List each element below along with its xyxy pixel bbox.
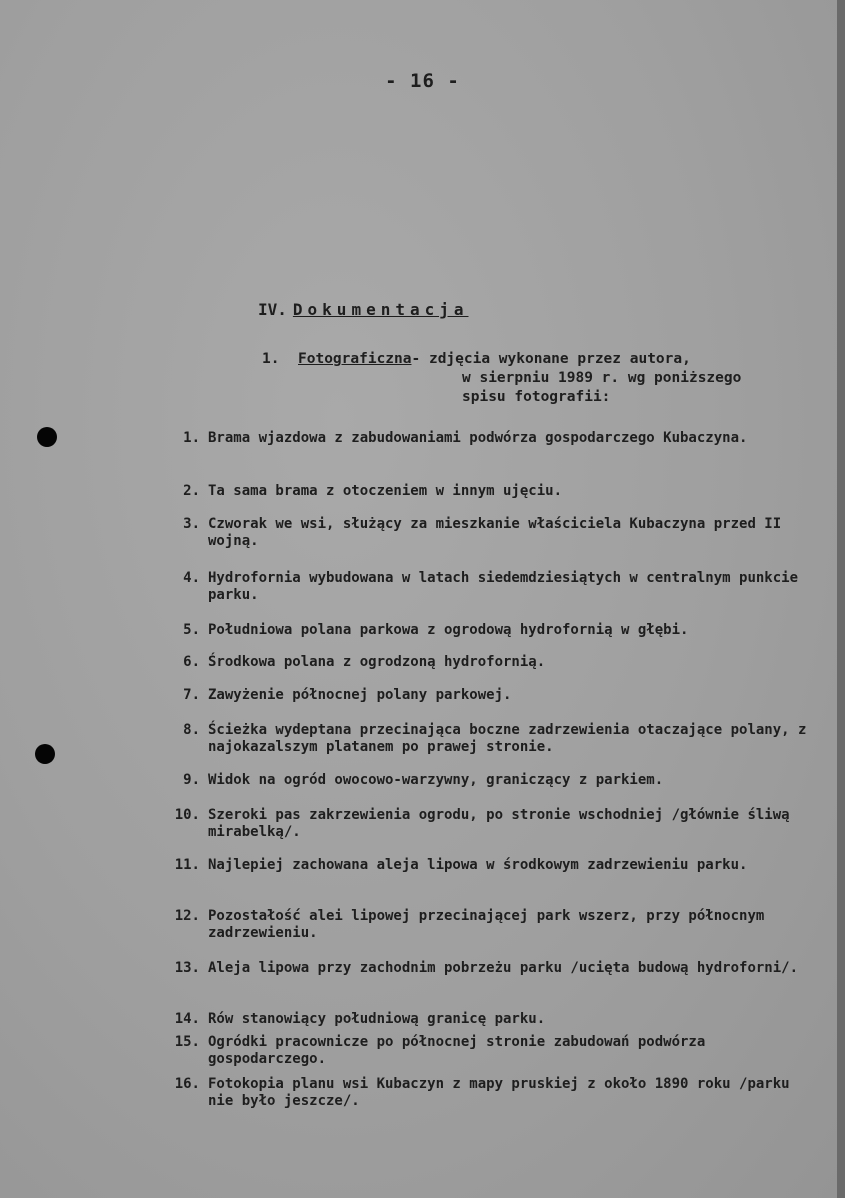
item-number: 12.: [174, 908, 200, 924]
subsection-line3: spisu fotografii:: [462, 389, 611, 405]
punch-hole-top: [37, 427, 57, 447]
list-item: [160, 483, 820, 500]
list-item: [160, 622, 820, 639]
item-number: 2.: [183, 483, 200, 499]
item-number: 14.: [174, 1011, 200, 1027]
item-text: Szeroki pas zakrzewienia ogrodu, po stronie wschodniej /głównie śliwą mirabelką/.: [208, 807, 790, 840]
item-text: Rów stanowiący południową granicę parku.: [208, 1011, 546, 1027]
item-text: Pozostałość alei lipowej przecinającej park wszerz, przy północnym zadrzewieniu.: [208, 908, 765, 941]
subsection-label: Fotograficzna: [298, 351, 412, 367]
punch-hole-bottom: [35, 744, 55, 764]
list-item: [160, 722, 820, 756]
list-item: [160, 1076, 820, 1110]
list-item: [160, 654, 820, 671]
item-text: Ścieżka wydeptana przecinająca boczne zadrzewienia otaczające polany, z najokazalszym platanem po prawej stronie.: [208, 722, 807, 755]
item-text: Fotokopia planu wsi Kubaczyn z mapy pruskiej z około 1890 roku /parku nie było jeszcze/.: [208, 1076, 790, 1109]
item-number: 7.: [183, 687, 200, 703]
page-edge-shadow: [837, 0, 845, 1198]
item-number: 10.: [174, 807, 200, 823]
item-text: Czworak we wsi, służący za mieszkanie właściciela Kubaczyna przed II wojną.: [208, 516, 782, 549]
item-number: 5.: [183, 622, 200, 638]
item-number: 1.: [183, 430, 200, 446]
item-number: 13.: [174, 960, 200, 976]
item-number: 11.: [174, 857, 200, 873]
list-item: [160, 857, 820, 874]
item-number: 16.: [174, 1076, 200, 1092]
list-item: [160, 516, 820, 550]
item-text: Brama wjazdowa z zabudowaniami podwórza gospodarczego Kubaczyna.: [208, 430, 748, 446]
section-heading: [258, 300, 469, 319]
item-text: Hydrofornia wybudowana w latach siedemdziesiątych w centralnym punkcie parku.: [208, 570, 799, 603]
item-text: Ogródki pracownicze po północnej stronie zabudowań podwórza gospodarczego.: [208, 1034, 706, 1067]
item-number: 9.: [183, 772, 200, 788]
list-item: [160, 772, 820, 789]
item-text: Widok na ogród owocowo-warzywny, graniczący z parkiem.: [208, 772, 664, 788]
item-number: 4.: [183, 570, 200, 586]
list-item: [160, 960, 820, 977]
list-item: [160, 687, 820, 704]
list-item: [160, 570, 820, 604]
item-text: Ta sama brama z otoczeniem w innym ujęciu.: [208, 483, 563, 499]
page-number: - 16 -: [385, 70, 460, 92]
item-text: Aleja lipowa przy zachodnim pobrzeżu parku /ucięta budową hydroforni/.: [208, 960, 799, 976]
subsection-line1: - zdjęcia wykonane przez autora,: [411, 351, 691, 367]
section-title: Dokumentacja: [292, 300, 469, 319]
item-number: 15.: [174, 1034, 200, 1050]
subsection-line2: w sierpniu 1989 r. wg poniższego: [462, 370, 742, 386]
list-item: [160, 430, 820, 447]
list-item: [160, 1034, 820, 1068]
item-text: Zawyżenie północnej polany parkowej.: [208, 687, 512, 703]
subsection-heading: [262, 350, 741, 407]
item-text: Najlepiej zachowana aleja lipowa w środkowym zadrzewieniu parku.: [208, 857, 748, 873]
item-number: 8.: [183, 722, 200, 738]
item-number: 6.: [183, 654, 200, 670]
subsection-number: 1.: [262, 351, 280, 367]
list-item: [160, 1011, 820, 1028]
list-item: [160, 807, 820, 841]
item-text: Południowa polana parkowa z ogrodową hydrofornią w głębi.: [208, 622, 689, 638]
item-number: 3.: [183, 516, 200, 532]
list-item: [160, 908, 820, 942]
section-number: IV.: [258, 300, 287, 319]
item-text: Środkowa polana z ogrodzoną hydrofornią.: [208, 654, 546, 670]
